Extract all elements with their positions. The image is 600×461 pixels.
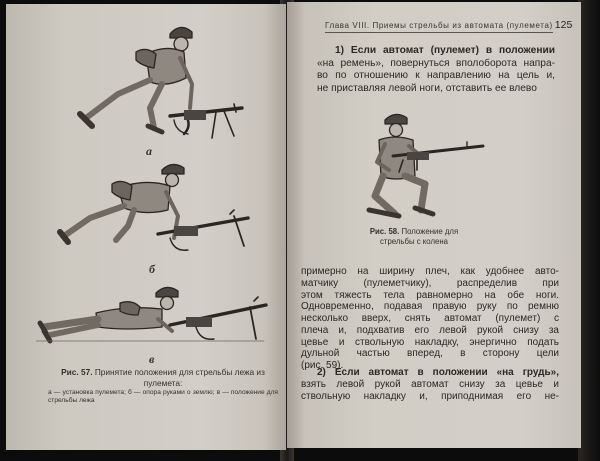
paragraph-1	[317, 45, 555, 95]
text-line: матчику (пулеметчику), распределив при	[301, 277, 559, 289]
figure-57-label: Рис. 57.	[61, 367, 93, 377]
figure-58-caption	[359, 227, 469, 247]
text-line: (рис. 59).	[301, 360, 344, 371]
text-line: примерно на ширину плеч, как удобнее авто-	[301, 266, 559, 277]
figure-57-title: Принятие положения для стрельбы лежа из пулемета:	[92, 367, 265, 388]
left-page	[6, 4, 286, 450]
text-line: этом тяжесть тела равномерно на обе ноги.	[301, 289, 559, 301]
paragraph-2	[301, 367, 559, 404]
figure-letter-c: в	[149, 352, 155, 366]
figure-57b-illustration	[54, 156, 254, 256]
right-page	[287, 2, 581, 448]
figure-58-illustration	[355, 110, 487, 222]
page-number: 125	[554, 19, 573, 31]
running-head	[325, 19, 573, 31]
header-rule	[325, 32, 553, 33]
figure-57a-illustration	[66, 16, 251, 141]
figure-58-label: Рис. 58.	[369, 227, 400, 236]
text-line: цевье и ствольную накладку, энергично подать	[301, 336, 559, 348]
text-line: 1) Если автомат (пулемет) в положении	[335, 45, 555, 56]
text-line: Одновременно, подавая правую руку по ремню	[301, 301, 559, 313]
text-line: 2) Если автомат в положении «на грудь»,	[317, 367, 559, 378]
figure-57-legend: а — установка пулемета; б — опора руками о землю; в — положение для стрельбы лежа	[48, 389, 278, 405]
text-line: плеча и, подхватив его левой рукой снизу за	[301, 324, 559, 336]
text-line: «на ремень», повернуться вполоборота напра-	[317, 57, 555, 69]
figure-letter-b: б	[149, 262, 155, 276]
figure-58-title: Положение для стрельбы с колена	[380, 227, 459, 246]
figure-letter-a: а	[146, 144, 152, 158]
figure-57-caption	[48, 367, 278, 405]
figure-57c-illustration	[36, 279, 268, 351]
text-line: взять левой рукой автомат снизу за цевье и	[301, 379, 559, 391]
text-line: дульной частью вперед, в сторону цели	[301, 348, 559, 360]
background-edge	[578, 0, 600, 461]
text-line: не приставляя левой ноги, отставить ее влево	[317, 82, 537, 94]
text-line: несколько вверх, снять автомат (пулемет) с	[301, 313, 559, 324]
paragraph-1-continued	[301, 266, 559, 372]
chapter-title: Глава VIII. Приемы стрельбы из автомата (пулемета)	[325, 21, 553, 30]
text-line: ствольную накладку и, приподнимая его не-	[301, 391, 559, 403]
text-line: во по отношению к направлению на цель и,	[317, 70, 555, 82]
